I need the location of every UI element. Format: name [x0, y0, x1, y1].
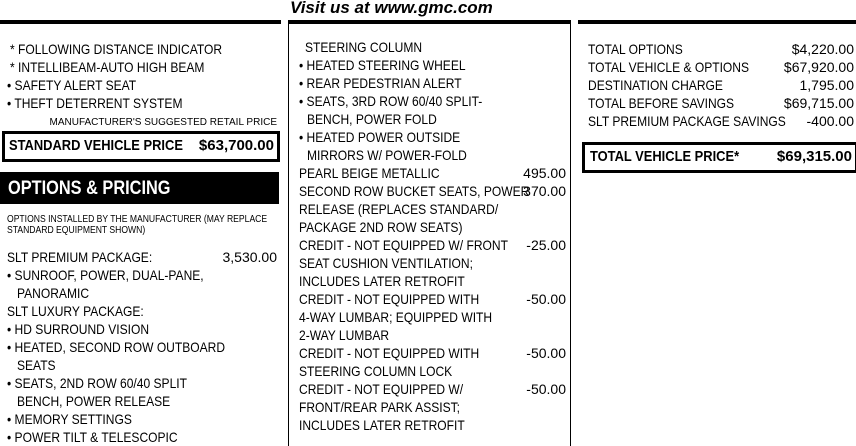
option-line: CREDIT - NOT EQUIPPED WITH [299, 291, 480, 307]
option-line: • MEMORY SETTINGS [7, 411, 132, 427]
option-line: STEERING COLUMN LOCK [299, 363, 453, 379]
option-line: MIRRORS W/ POWER-FOLD [307, 147, 467, 163]
option-line: SEAT CUSHION VENTILATION; [299, 255, 473, 271]
standard-features-column [0, 20, 281, 446]
option-line: SLT LUXURY PACKAGE: [7, 303, 144, 319]
option-line: RELEASE (REPLACES STANDARD/ [299, 201, 499, 217]
option-line: • HEATED POWER OUTSIDE [299, 129, 461, 145]
feature-line: * INTELLIBEAM-AUTO HIGH BEAM [10, 59, 205, 75]
summary-label: TOTAL VEHICLE & OPTIONS [588, 59, 750, 75]
option-amount: -50.00 [526, 345, 566, 361]
standard-price-box [2, 131, 280, 162]
total-price-value: $69,315.00 [776, 148, 852, 165]
slt-premium-price: 3,530.00 [222, 249, 277, 265]
total-price-label: TOTAL VEHICLE PRICE* [590, 148, 740, 165]
option-line: 2-WAY LUMBAR [299, 327, 390, 343]
option-line: INCLUDES LATER RETROFIT [299, 273, 465, 289]
summary-value: 1,795.00 [799, 77, 854, 93]
feature-line: * FOLLOWING DISTANCE INDICATOR [10, 41, 223, 57]
option-line: • SUNROOF, POWER, DUAL-PANE, [7, 267, 204, 283]
feature-line: • SAFETY ALERT SEAT [7, 77, 137, 93]
option-line: CREDIT - NOT EQUIPPED WITH [299, 345, 480, 361]
website-banner: Visit us at www.gmc.com [290, 0, 493, 17]
option-amount: -25.00 [526, 237, 566, 253]
option-line: • REAR PEDESTRIAN ALERT [299, 75, 462, 91]
option-line: PACKAGE 2ND ROW SEATS) [299, 219, 463, 235]
option-line: 4-WAY LUMBAR; EQUIPPED WITH [299, 309, 493, 325]
summary-label: SLT PREMIUM PACKAGE SAVINGS [588, 113, 786, 129]
option-line: • HD SURROUND VISION [7, 321, 150, 337]
option-line: CREDIT - NOT EQUIPPED W/ FRONT [299, 237, 508, 253]
summary-label: DESTINATION CHARGE [588, 77, 723, 93]
summary-value: -400.00 [806, 113, 854, 129]
option-line: PEARL BEIGE METALLIC [299, 165, 440, 181]
options-note: STANDARD EQUIPMENT SHOWN) [7, 225, 146, 236]
option-amount: -50.00 [526, 381, 566, 397]
option-line: INCLUDES LATER RETROFIT [299, 417, 465, 433]
option-line: BENCH, POWER RELEASE [17, 393, 171, 409]
summary-label: TOTAL OPTIONS [588, 41, 683, 57]
option-line: STEERING COLUMN [305, 39, 423, 55]
standard-price-value: $63,700.00 [198, 137, 274, 154]
option-line: CREDIT - NOT EQUIPPED W/ [299, 381, 464, 397]
option-line: • POWER TILT & TELESCOPIC [7, 429, 178, 445]
option-line: SEATS [17, 357, 56, 373]
slt-premium-label: SLT PREMIUM PACKAGE: [7, 249, 153, 265]
standard-price-label: STANDARD VEHICLE PRICE [9, 137, 183, 154]
option-line: FRONT/REAR PARK ASSIST; [299, 399, 461, 415]
option-line: • SEATS, 2ND ROW 60/40 SPLIT [7, 375, 187, 391]
option-line: • HEATED, SECOND ROW OUTBOARD [7, 339, 226, 355]
option-amount: -50.00 [526, 291, 566, 307]
option-line: PANORAMIC [17, 285, 90, 301]
summary-value: $4,220.00 [791, 41, 854, 57]
option-line: • HEATED STEERING WHEEL [299, 57, 466, 73]
option-line: BENCH, POWER FOLD [307, 111, 437, 127]
option-line: • SEATS, 3RD ROW 60/40 SPLIT- [299, 93, 483, 109]
total-price-box [582, 142, 856, 173]
summary-value: $67,920.00 [783, 59, 854, 75]
options-heading: OPTIONS & PRICING [0, 172, 279, 204]
option-amount: 495.00 [523, 165, 566, 181]
options-continued-column [288, 20, 571, 446]
price-summary-column [578, 20, 856, 446]
summary-value: $69,715.00 [783, 95, 854, 111]
summary-label: TOTAL BEFORE SAVINGS [588, 95, 735, 111]
feature-line: • THEFT DETERRENT SYSTEM [7, 95, 183, 111]
msrp-note: MANUFACTURER'S SUGGESTED RETAIL PRICE [49, 117, 277, 128]
options-note: OPTIONS INSTALLED BY THE MANUFACTURER (MAY REPLACE [7, 214, 268, 225]
option-amount: 370.00 [523, 183, 566, 199]
option-line: SECOND ROW BUCKET SEATS, POWER [299, 183, 530, 199]
